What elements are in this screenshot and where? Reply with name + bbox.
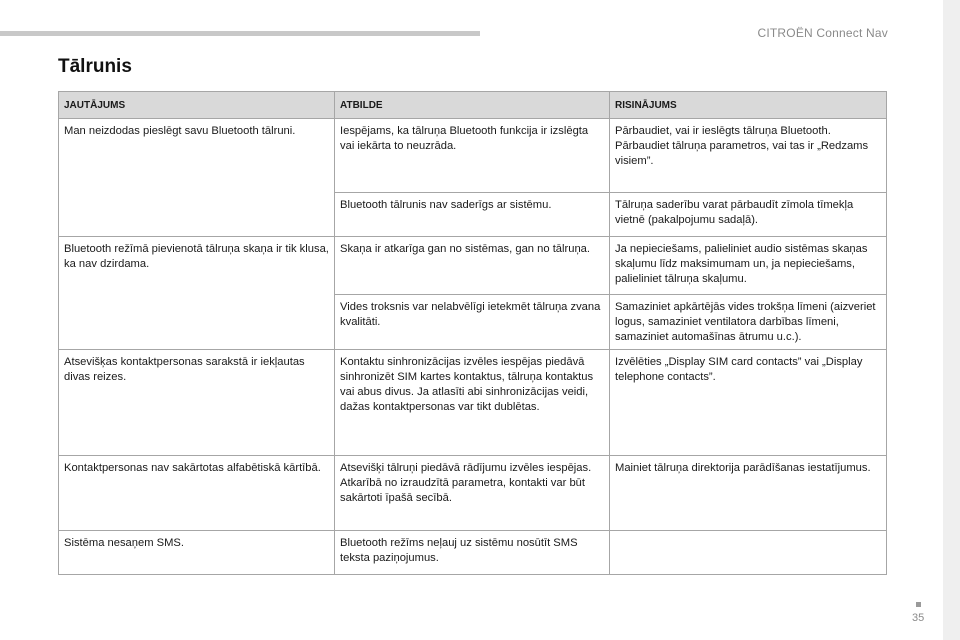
troubleshooting-table xyxy=(58,91,887,575)
answer-cell: Skaņa ir atkarīga gan no sistēmas, gan no tālruņa. xyxy=(335,237,610,295)
solution-cell: Pārbaudiet, vai ir ieslēgts tālruņa Bluetooth. Pārbaudiet tālruņa parametros, vai tas ir „Redzams visiem”. xyxy=(610,119,887,193)
solution-cell: Tālruņa saderību varat pārbaudīt zīmola tīmekļa vietnē (pakalpojumu sadaļā). xyxy=(610,193,887,237)
answer-cell: Atsevišķi tālruņi piedāvā rādījumu izvēles iespējas. Atkarībā no izraudzītā parametra, kontakti var būt sakārtoti īpašā secībā. xyxy=(335,456,610,531)
question-cell: Sistēma nesaņem SMS. xyxy=(59,531,335,575)
table-row xyxy=(59,531,887,575)
table-row xyxy=(59,350,887,456)
column-header-question: JAUTĀJUMS xyxy=(59,92,335,119)
column-header-answer: ATBILDE xyxy=(335,92,610,119)
column-header-solution: RISINĀJUMS xyxy=(610,92,887,119)
answer-cell: Bluetooth režīms neļauj uz sistēmu nosūtīt SMS teksta paziņojumus. xyxy=(335,531,610,575)
page-marker-dot xyxy=(916,602,921,607)
brand-label: CITROËN Connect Nav xyxy=(757,26,888,40)
answer-cell: Bluetooth tālrunis nav saderīgs ar sistēmu. xyxy=(335,193,610,237)
answer-cell: Iespējams, ka tālruņa Bluetooth funkcija ir izslēgta vai iekārta to neuzrāda. xyxy=(335,119,610,193)
table-row xyxy=(59,456,887,531)
solution-cell: Izvēlēties „Display SIM card contacts” vai „Display telephone contacts”. xyxy=(610,350,887,456)
table-header-row xyxy=(59,92,887,119)
solution-cell xyxy=(610,531,887,575)
page-title: Tālrunis xyxy=(58,56,132,77)
question-cell: Man neizdodas pieslēgt savu Bluetooth tālruni. xyxy=(59,119,335,237)
header-rule xyxy=(0,31,480,36)
page-number: 35 xyxy=(912,612,925,624)
answer-cell: Kontaktu sinhronizācijas izvēles iespējas piedāvā sinhronizēt SIM kartes kontaktus, tālruņa kontaktus vai abus divus. Ja atlasīti abi sinhronizācijas veidi, dažas kontaktpersonas var tikt dublētas. xyxy=(335,350,610,456)
page-edge-strip xyxy=(943,0,960,640)
question-cell: Kontaktpersonas nav sakārtotas alfabētiskā kārtībā. xyxy=(59,456,335,531)
solution-cell: Mainiet tālruņa direktorija parādīšanas iestatījumus. xyxy=(610,456,887,531)
answer-cell: Vides troksnis var nelabvēlīgi ietekmēt tālruņa zvana kvalitāti. xyxy=(335,295,610,350)
solution-cell: Samaziniet apkārtējās vides trokšņa līmeni (aizveriet logus, samaziniet ventilatora darbības līmeni, samaziniet automašīnas ātrumu u.c.). xyxy=(610,295,887,350)
question-cell: Bluetooth režīmā pievienotā tālruņa skaņa ir tik klusa, ka nav dzirdama. xyxy=(59,237,335,350)
table-row xyxy=(59,237,887,295)
solution-cell: Ja nepieciešams, palieliniet audio sistēmas skaņas skaļumu līdz maksimumam un, ja nepieciešams, palieliniet tālruņa skaļumu. xyxy=(610,237,887,295)
question-cell: Atsevišķas kontaktpersonas sarakstā ir iekļautas divas reizes. xyxy=(59,350,335,456)
table-row xyxy=(59,119,887,193)
